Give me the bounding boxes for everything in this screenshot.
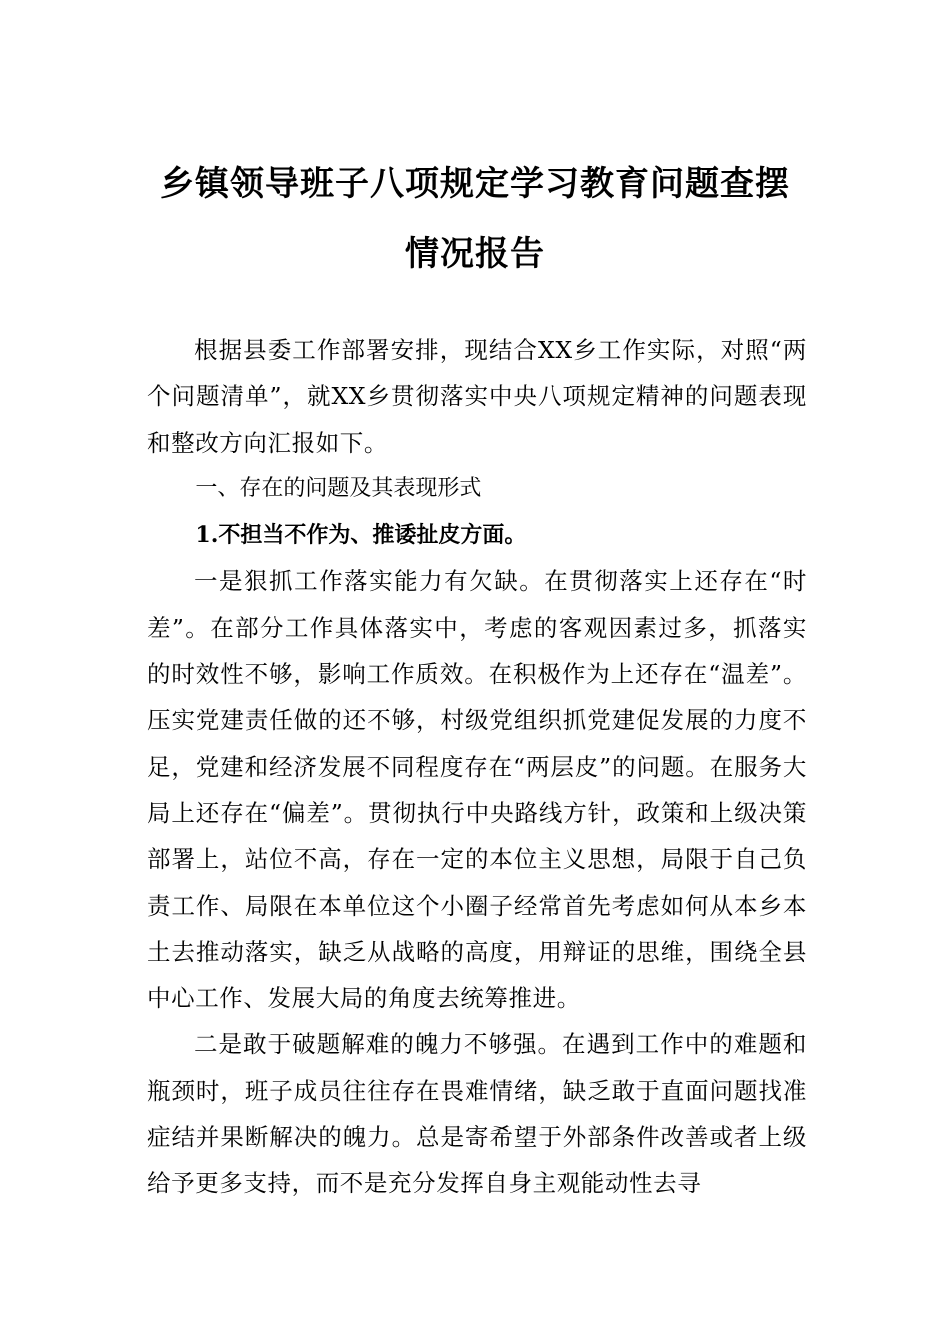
document-body [147,327,807,1207]
intro-paragraph: 根据县委工作部署安排，现结合XX乡工作实际，对照“两个问题清单”，就XX乡贯彻落实中央八项规定精神的问题表现和整改方向汇报如下。 [147,336,807,457]
body-paragraph-2: 二是敢于破题解难的魄力不够强。在遇到工作中的难题和瓶颈时，班子成员往往存在畏难情绪，缺乏敢于直面问题找准症结并果断解决的魄力。总是寄希望于外部条件改善或者上级给予更多支持，而不是充分发挥自身主观能动性去寻 [147,1030,807,1198]
document-title-line2: 情况报告 [405,234,545,274]
subsection-heading: 1.不担当不作为、推诿扯皮方面。 [195,522,527,549]
section-heading: 一、存在的问题及其表现形式 [195,475,482,501]
body-paragraph-1: 一是狠抓工作落实能力有欠缺。在贯彻落实上还存在“时差”。在部分工作具体落实中，考虑的客观因素过多，抓落实的时效性不够，影响工作质效。在积极作为上还存在“温差”。压实党建责任做的还不够，村级党组织抓党建促发展的力度不足，党建和经济发展不同程度存在“两层皮”的问题。在服务大局上还存在“偏差”。贯彻执行中央路线方针，政策和上级决策部署上，站位不高，存在一定的本位主义思想，局限于自己负责工作、局限在本单位这个小圈子经常首先考虑如何从本乡本土去推动落实，缺乏从战略的高度，用辩证的思维，围绕全县中心工作、发展大局的角度去统筹推进。 [147,567,807,1013]
document-title-line1: 乡镇领导班子八项规定学习教育问题查摆 [160,164,790,204]
